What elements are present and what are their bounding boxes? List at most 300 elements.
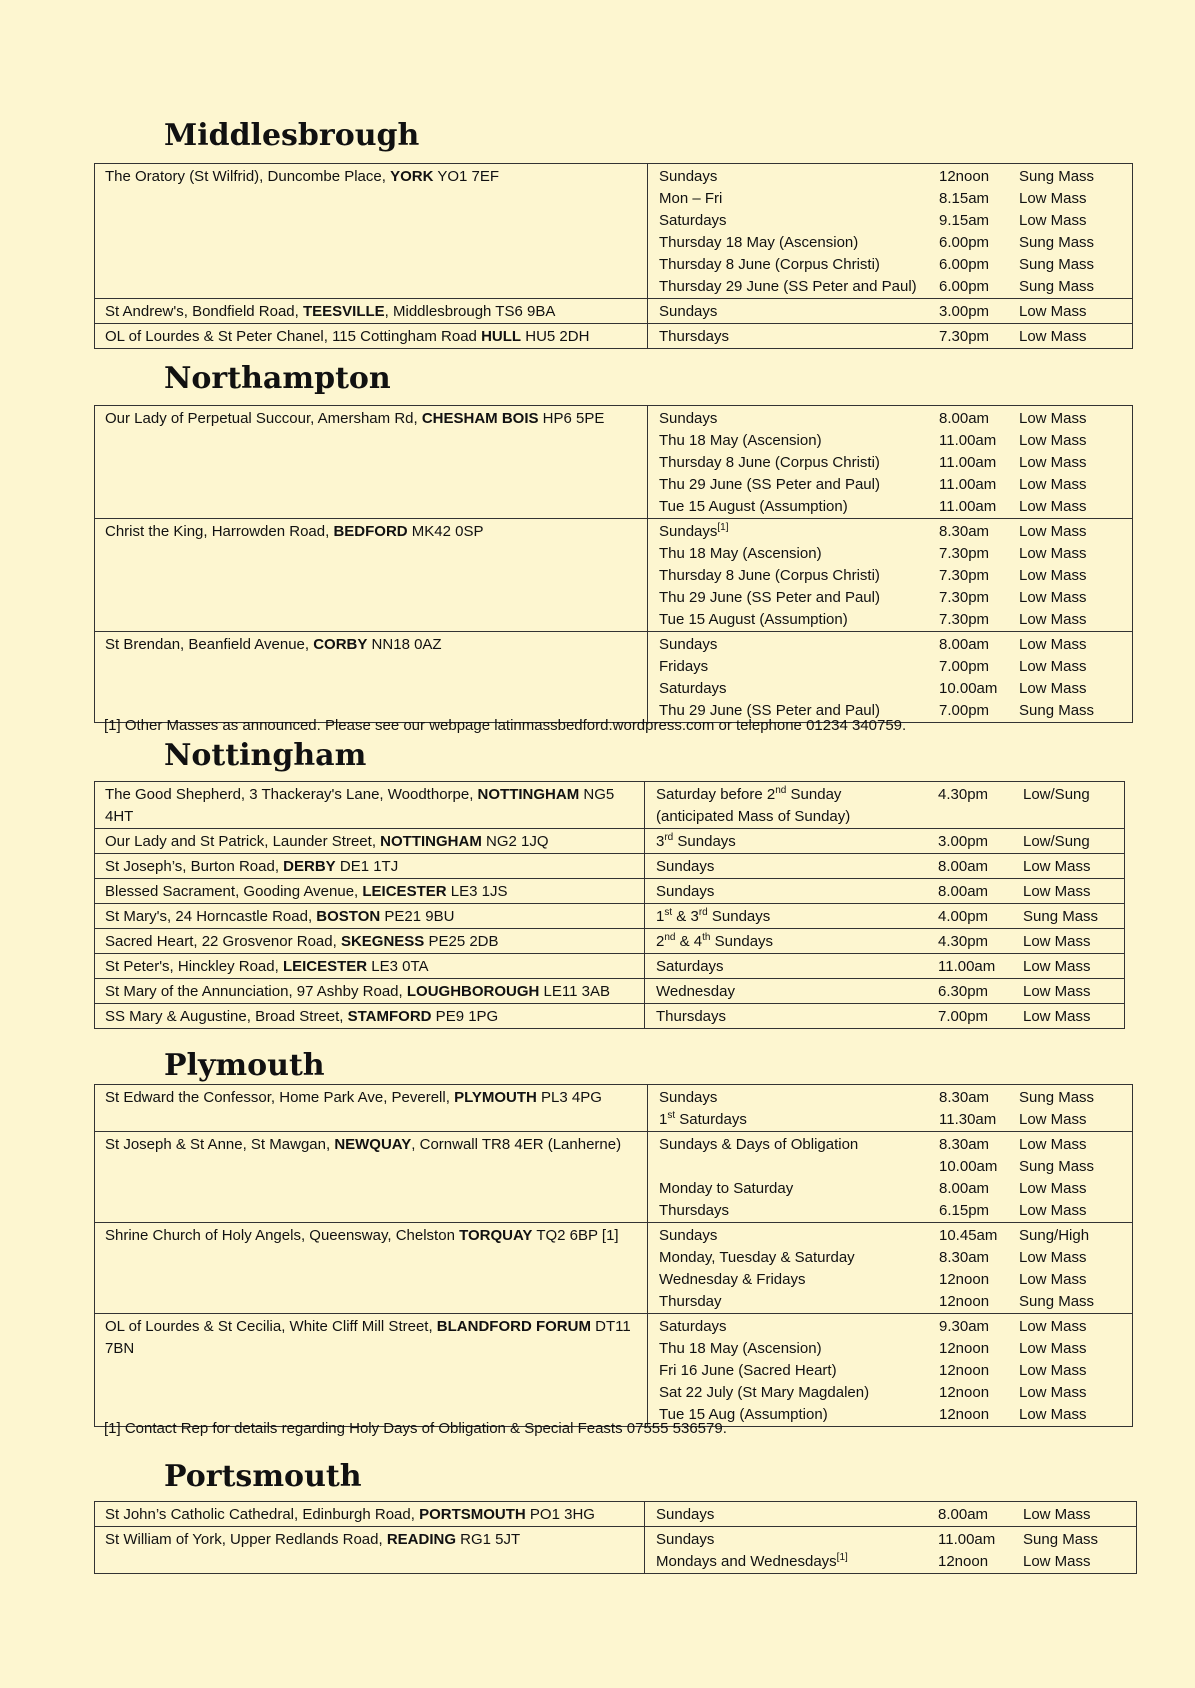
superscript: [1]	[836, 1552, 848, 1563]
mass-day	[659, 254, 939, 276]
town-name: YORK	[390, 168, 434, 185]
schedule-line	[659, 1382, 1132, 1404]
text-run: PE21 9BU	[380, 908, 455, 925]
mass-day	[659, 1087, 939, 1109]
mass-time: 8.00am	[938, 883, 989, 900]
schedule-line	[659, 210, 1132, 232]
schedule-line	[659, 1338, 1132, 1360]
mass-type: Sung Mass	[1019, 702, 1095, 719]
table-row	[95, 1502, 1137, 1527]
schedule-line	[659, 301, 1132, 323]
mass-schedule	[645, 954, 1125, 979]
text-run: 1	[659, 1111, 668, 1128]
mass-time: 12noon	[939, 1362, 990, 1379]
mass-schedule	[645, 1502, 1137, 1527]
schedule-line	[659, 452, 1132, 474]
mass-schedule	[645, 854, 1125, 879]
schedule-line	[656, 831, 1124, 853]
mass-day	[659, 188, 939, 210]
mass-type: Low Mass	[1019, 1362, 1087, 1379]
text-run: OL of Lourdes & St Cecilia, White Cliff Mill Street,	[105, 1318, 437, 1335]
church-location	[95, 164, 648, 299]
schedule-line	[659, 565, 1132, 587]
mass-type: Low Mass	[1019, 1340, 1087, 1357]
mass-time: 7.30pm	[939, 567, 990, 584]
mass-day	[656, 784, 938, 806]
mass-type: Low Mass	[1019, 432, 1087, 449]
mass-type: Low Mass	[1019, 498, 1087, 515]
table-row	[95, 1314, 1133, 1427]
text-run: Thursday 8 June (Corpus Christi)	[659, 256, 880, 273]
mass-schedule	[645, 929, 1125, 954]
mass-time	[938, 806, 1023, 828]
text-run: Fri 16 June (Sacred Heart)	[659, 1362, 837, 1379]
mass-type: Low Mass	[1019, 190, 1087, 207]
diocese-heading-northampton: Northampton	[164, 361, 391, 396]
schedule-line	[659, 678, 1132, 700]
table-row	[95, 782, 1125, 829]
mass-time: 10.00am	[939, 1158, 998, 1175]
text-run: St Mary of the Annunciation, 97 Ashby Road,	[105, 983, 407, 1000]
mass-schedule	[648, 1223, 1133, 1314]
mass-day	[656, 1551, 938, 1573]
superscript: rd	[664, 832, 674, 843]
text-run: St Mary's, 24 Horncastle Road,	[105, 908, 317, 925]
schedule-line	[659, 587, 1132, 609]
mass-type: Sung Mass	[1019, 1089, 1095, 1106]
text-run: Sundays	[659, 523, 718, 540]
table-row	[95, 1004, 1125, 1029]
text-run: The Good Shepherd, 3 Thackeray's Lane, Woodthorpe,	[105, 786, 478, 803]
mass-time: 12noon	[939, 1406, 990, 1423]
church-location	[95, 1004, 645, 1029]
text-run: OL of Lourdes & St Peter Chanel, 115 Cottingham Road	[105, 328, 482, 345]
mass-schedule	[648, 1085, 1133, 1132]
mass-type: Low Mass	[1019, 410, 1087, 427]
mass-day	[659, 1109, 939, 1131]
text-run: Sunday	[786, 786, 842, 803]
schedule-line	[659, 634, 1132, 656]
text-run: Blessed Sacrament, Gooding Avenue,	[105, 883, 363, 900]
mass-day	[659, 1316, 939, 1338]
mass-time: 7.30pm	[939, 611, 990, 628]
text-run: MK42 0SP	[407, 523, 484, 540]
text-run: St Joseph’s, Burton Road,	[105, 858, 284, 875]
table-row	[95, 854, 1125, 879]
text-run: NG5 4HT	[105, 786, 615, 825]
mass-time: 8.15am	[939, 190, 990, 207]
town-name: DERBY	[283, 858, 336, 875]
schedule-line	[659, 276, 1132, 298]
mass-type: Sung Mass	[1019, 234, 1095, 251]
mass-time: 8.30am	[939, 523, 990, 540]
mass-type: Sung Mass	[1019, 278, 1095, 295]
mass-day	[659, 1291, 939, 1313]
church-location	[95, 1502, 645, 1527]
text-run: 1	[656, 908, 665, 925]
church-location	[95, 829, 645, 854]
mass-day	[659, 496, 939, 518]
text-run: Thursday	[659, 1293, 722, 1310]
schedule-line	[656, 931, 1124, 953]
text-run: Mondays and Wednesdays	[656, 1553, 837, 1570]
text-run: 3	[656, 833, 665, 850]
mass-time: 9.15am	[939, 212, 990, 229]
mass-schedule	[648, 299, 1133, 324]
mass-type: Low Mass	[1019, 328, 1087, 345]
town-name: PORTSMOUTH	[419, 1506, 526, 1523]
town-name: BEDFORD	[333, 523, 408, 540]
text-run: (anticipated Mass of Sunday)	[656, 808, 851, 825]
diocese-heading-nottingham: Nottingham	[164, 738, 367, 773]
schedule-line	[656, 806, 1124, 828]
schedule-line	[656, 1529, 1136, 1551]
mass-day	[659, 634, 939, 656]
mass-time: 9.30am	[939, 1318, 990, 1335]
schedule-line	[659, 232, 1132, 254]
mass-type: Low Mass	[1019, 1111, 1087, 1128]
mass-time: 7.00pm	[939, 658, 990, 675]
schedule-line	[659, 166, 1132, 188]
schedule-line	[659, 1360, 1132, 1382]
mass-day	[659, 301, 939, 323]
mass-schedule	[648, 519, 1133, 632]
text-run: Thursdays	[659, 1202, 730, 1219]
mass-time: 11.00am	[939, 498, 997, 515]
mass-time: 6.00pm	[939, 256, 990, 273]
mass-type: Low Mass	[1019, 476, 1087, 493]
schedule-line	[659, 543, 1132, 565]
schedule-line	[656, 784, 1124, 806]
mass-type: Low Mass	[1019, 1180, 1087, 1197]
mass-day	[659, 609, 939, 631]
schedule-line	[656, 1551, 1136, 1573]
text-run: Christ the King, Harrowden Road,	[105, 523, 334, 540]
text-run: Sundays	[659, 1089, 718, 1106]
text-run: Monday to Saturday	[659, 1180, 794, 1197]
table-row	[95, 1085, 1133, 1132]
text-run: PE25 2DB	[424, 933, 499, 950]
schedule-line	[656, 1504, 1136, 1526]
mass-day	[659, 521, 939, 543]
schedule-line	[659, 1109, 1132, 1131]
schedule-line	[659, 1134, 1132, 1156]
text-run: Sundays	[656, 1506, 715, 1523]
diocese-heading-middlesbrough: Middlesbrough	[164, 118, 420, 153]
mass-table-middlesbrough	[94, 163, 1133, 349]
text-run: Thursday 29 June (SS Peter and Paul)	[659, 278, 917, 295]
mass-time: 4.00pm	[938, 908, 989, 925]
mass-day	[656, 1006, 938, 1028]
text-run: Thursday 8 June (Corpus Christi)	[659, 454, 880, 471]
text-run: St Peter's, Hinckley Road,	[105, 958, 283, 975]
mass-schedule	[648, 632, 1133, 723]
text-run: Sacred Heart, 22 Grosvenor Road,	[105, 933, 341, 950]
mass-type: Sung/High	[1019, 1227, 1090, 1244]
mass-type: Low Mass	[1019, 1318, 1087, 1335]
text-run: St Joseph & St Anne, St Mawgan,	[105, 1136, 335, 1153]
mass-time: 6.15pm	[939, 1202, 990, 1219]
mass-day	[659, 210, 939, 232]
text-run: NN18 0AZ	[367, 636, 442, 653]
schedule-line	[659, 1247, 1132, 1269]
text-run: Fridays	[659, 658, 709, 675]
mass-day	[659, 565, 939, 587]
town-name: NOTTINGHAM	[380, 833, 482, 850]
mass-type: Low Mass	[1019, 303, 1087, 320]
mass-type: Low Mass	[1019, 212, 1087, 229]
text-run: Saturday before 2	[656, 786, 776, 803]
schedule-line	[659, 1156, 1132, 1178]
mass-time: 4.30pm	[938, 933, 989, 950]
table-row	[95, 1132, 1133, 1223]
schedule-line	[659, 1178, 1132, 1200]
church-location	[95, 632, 648, 723]
text-run: TQ2 6BP [1]	[532, 1227, 619, 1244]
mass-day	[659, 1247, 939, 1269]
mass-time: 6.00pm	[939, 234, 990, 251]
town-name: LEICESTER	[362, 883, 447, 900]
mass-type: Low Mass	[1019, 680, 1087, 697]
text-run: Thu 18 May (Ascension)	[659, 1340, 822, 1357]
mass-day	[659, 1225, 939, 1247]
schedule-line	[659, 1316, 1132, 1338]
text-run: Sundays & Days of Obligation	[659, 1136, 859, 1153]
mass-type: Sung Mass	[1019, 256, 1095, 273]
mass-time: 11.00am	[939, 432, 997, 449]
text-run: Sundays	[659, 303, 718, 320]
town-name: LEICESTER	[282, 958, 368, 975]
table-row	[95, 954, 1125, 979]
mass-time: 10.00am	[939, 680, 998, 697]
superscript: th	[702, 932, 711, 943]
mass-type: Sung Mass	[1019, 1158, 1095, 1175]
town-name: BOSTON	[316, 908, 381, 925]
text-run: Sundays	[659, 636, 718, 653]
mass-day	[659, 1360, 939, 1382]
town-name: NEWQUAY	[334, 1136, 412, 1153]
text-run: St Andrew's, Bondfield Road,	[105, 303, 303, 320]
mass-schedule	[645, 879, 1125, 904]
mass-day	[659, 430, 939, 452]
table-row	[95, 1527, 1137, 1574]
schedule-line	[659, 188, 1132, 210]
schedule-line	[659, 474, 1132, 496]
mass-type: Low Mass	[1019, 658, 1087, 675]
mass-time: 7.30pm	[939, 589, 990, 606]
mass-type: Low Mass	[1023, 958, 1091, 975]
text-run: Sundays	[659, 410, 718, 427]
superscript: [1]	[717, 522, 729, 533]
mass-time: 6.00pm	[939, 278, 990, 295]
text-run: St Edward the Confessor, Home Park Ave, Peverell,	[105, 1089, 455, 1106]
mass-table-portsmouth	[94, 1501, 1137, 1574]
text-run: Thu 29 June (SS Peter and Paul)	[659, 589, 880, 606]
schedule-line	[659, 609, 1132, 631]
mass-type: Low/Sung	[1023, 786, 1090, 803]
town-name: NOTTINGHAM	[477, 786, 580, 803]
mass-time: 8.30am	[939, 1249, 990, 1266]
mass-day	[659, 1134, 939, 1156]
text-run: Thu 29 June (SS Peter and Paul)	[659, 702, 880, 719]
mass-time: 12noon	[939, 1384, 990, 1401]
text-run: Thursday 18 May (Ascension)	[659, 234, 859, 251]
text-run: 2	[656, 933, 665, 950]
mass-time: 12noon	[939, 1293, 990, 1310]
text-run: Saturdays	[659, 212, 727, 229]
mass-day	[659, 656, 939, 678]
mass-day	[659, 1338, 939, 1360]
town-name: HULL	[481, 328, 522, 345]
mass-time: 11.00am	[939, 476, 997, 493]
mass-time: 8.00am	[939, 636, 990, 653]
mass-table-plymouth	[94, 1084, 1133, 1427]
mass-type: Low Mass	[1019, 1249, 1087, 1266]
text-run: DE1 1TJ	[335, 858, 399, 875]
mass-day	[659, 166, 939, 188]
mass-day	[656, 881, 938, 903]
town-name: READING	[386, 1531, 456, 1548]
superscript: st	[664, 907, 673, 918]
mass-type: Low Mass	[1019, 1384, 1087, 1401]
mass-type: Low Mass	[1019, 523, 1087, 540]
church-location	[95, 929, 645, 954]
town-name: PLYMOUTH	[454, 1089, 537, 1106]
text-run: Monday, Tuesday & Saturday	[659, 1249, 855, 1266]
schedule-line	[659, 326, 1132, 348]
mass-schedule	[648, 1314, 1133, 1427]
mass-day	[659, 587, 939, 609]
mass-day	[659, 326, 939, 348]
mass-type: Low Mass	[1023, 933, 1091, 950]
text-run: PO1 3HG	[525, 1506, 595, 1523]
mass-type: Low Mass	[1019, 1406, 1087, 1423]
mass-day	[656, 906, 938, 928]
mass-day	[656, 806, 938, 828]
church-location	[95, 879, 645, 904]
schedule-line	[656, 1006, 1124, 1028]
superscript: rd	[698, 907, 708, 918]
schedule-line	[659, 1225, 1132, 1247]
text-run: PE9 1PG	[431, 1008, 499, 1025]
mass-type: Low Mass	[1019, 454, 1087, 471]
text-run: Sundays	[659, 168, 718, 185]
mass-schedule	[648, 406, 1133, 519]
town-name: STAMFORD	[347, 1008, 432, 1025]
schedule-line	[659, 408, 1132, 430]
mass-table-nottingham	[94, 781, 1125, 1029]
table-row	[95, 632, 1133, 723]
text-run: , Cornwall TR8 4ER (Lanherne)	[411, 1136, 622, 1153]
table-row	[95, 904, 1125, 929]
text-run: Sundays	[707, 908, 771, 925]
text-run: St William of York, Upper Redlands Road,	[105, 1531, 387, 1548]
text-run: Tue 15 Aug (Assumption)	[659, 1406, 828, 1423]
mass-day	[659, 1156, 939, 1178]
mass-day	[656, 831, 938, 853]
text-run: Thu 29 June (SS Peter and Paul)	[659, 476, 880, 493]
text-run: Thursdays	[656, 1008, 727, 1025]
mass-time: 12noon	[939, 1271, 990, 1288]
mass-day	[656, 856, 938, 878]
table-row	[95, 299, 1133, 324]
mass-type: Low Mass	[1023, 883, 1091, 900]
table-row	[95, 929, 1125, 954]
schedule-line	[656, 881, 1124, 903]
text-run: Shrine Church of Holy Angels, Queensway, Chelston	[105, 1227, 460, 1244]
schedule-line	[659, 1404, 1132, 1426]
footnote-plymouth: [1] Contact Rep for details regarding Holy Days of Obligation & Special Feasts 07555 536579.	[104, 1420, 727, 1437]
mass-type: Low Mass	[1023, 983, 1091, 1000]
text-run: RG1 5JT	[455, 1531, 521, 1548]
schedule-line	[659, 656, 1132, 678]
church-location	[95, 406, 648, 519]
schedule-line	[659, 430, 1132, 452]
diocese-heading-plymouth: Plymouth	[164, 1048, 325, 1083]
text-run: & 3	[672, 908, 699, 925]
mass-day	[659, 1269, 939, 1291]
church-location	[95, 954, 645, 979]
town-name: LOUGHBOROUGH	[406, 983, 540, 1000]
text-run: Thursdays	[659, 328, 730, 345]
church-location	[95, 782, 645, 829]
mass-time: 8.00am	[938, 1506, 989, 1523]
text-run: Our Lady and St Patrick, Launder Street,	[105, 833, 381, 850]
mass-time: 8.00am	[939, 1180, 990, 1197]
mass-time: 11.30am	[939, 1111, 997, 1128]
mass-type: Sung Mass	[1023, 1531, 1099, 1548]
town-name: SKEGNESS	[340, 933, 425, 950]
mass-time: 3.00pm	[938, 833, 989, 850]
text-run: HU5 2DH	[521, 328, 590, 345]
text-run: LE3 0TA	[367, 958, 429, 975]
mass-type: Low/Sung	[1023, 833, 1090, 850]
mass-type: Low Mass	[1019, 1202, 1087, 1219]
mass-schedule	[645, 782, 1125, 829]
town-name: TEESVILLE	[302, 303, 385, 320]
mass-type: Low Mass	[1019, 636, 1087, 653]
mass-schedule	[645, 904, 1125, 929]
text-run: DT11 7BN	[105, 1318, 631, 1357]
mass-time: 7.30pm	[939, 328, 990, 345]
schedule-line	[659, 1200, 1132, 1222]
mass-schedule	[645, 979, 1125, 1004]
text-run: YO1 7EF	[433, 168, 500, 185]
mass-day	[656, 981, 938, 1003]
mass-time: 7.00pm	[938, 1008, 989, 1025]
church-location	[95, 519, 648, 632]
town-name: BLANDFORD FORUM	[436, 1318, 591, 1335]
mass-day	[659, 276, 939, 298]
text-run: Sundays	[656, 1531, 715, 1548]
church-location	[95, 979, 645, 1004]
town-name: CORBY	[313, 636, 368, 653]
text-run: Sat 22 July (St Mary Magdalen)	[659, 1384, 870, 1401]
table-row	[95, 324, 1133, 349]
text-run: , Middlesbrough TS6 9BA	[384, 303, 556, 320]
church-location	[95, 1527, 645, 1574]
mass-day	[659, 678, 939, 700]
text-run: Tue 15 August (Assumption)	[659, 611, 848, 628]
text-run: The Oratory (St Wilfrid), Duncombe Place,	[105, 168, 391, 185]
church-location	[95, 1314, 648, 1427]
mass-schedule	[648, 1132, 1133, 1223]
text-run: Wednesday	[656, 983, 735, 1000]
mass-time: 3.00pm	[939, 303, 990, 320]
text-run: LE11 3AB	[539, 983, 610, 1000]
text-run: Our Lady of Perpetual Succour, Amersham Rd,	[105, 410, 422, 427]
mass-time: 8.30am	[939, 1136, 990, 1153]
